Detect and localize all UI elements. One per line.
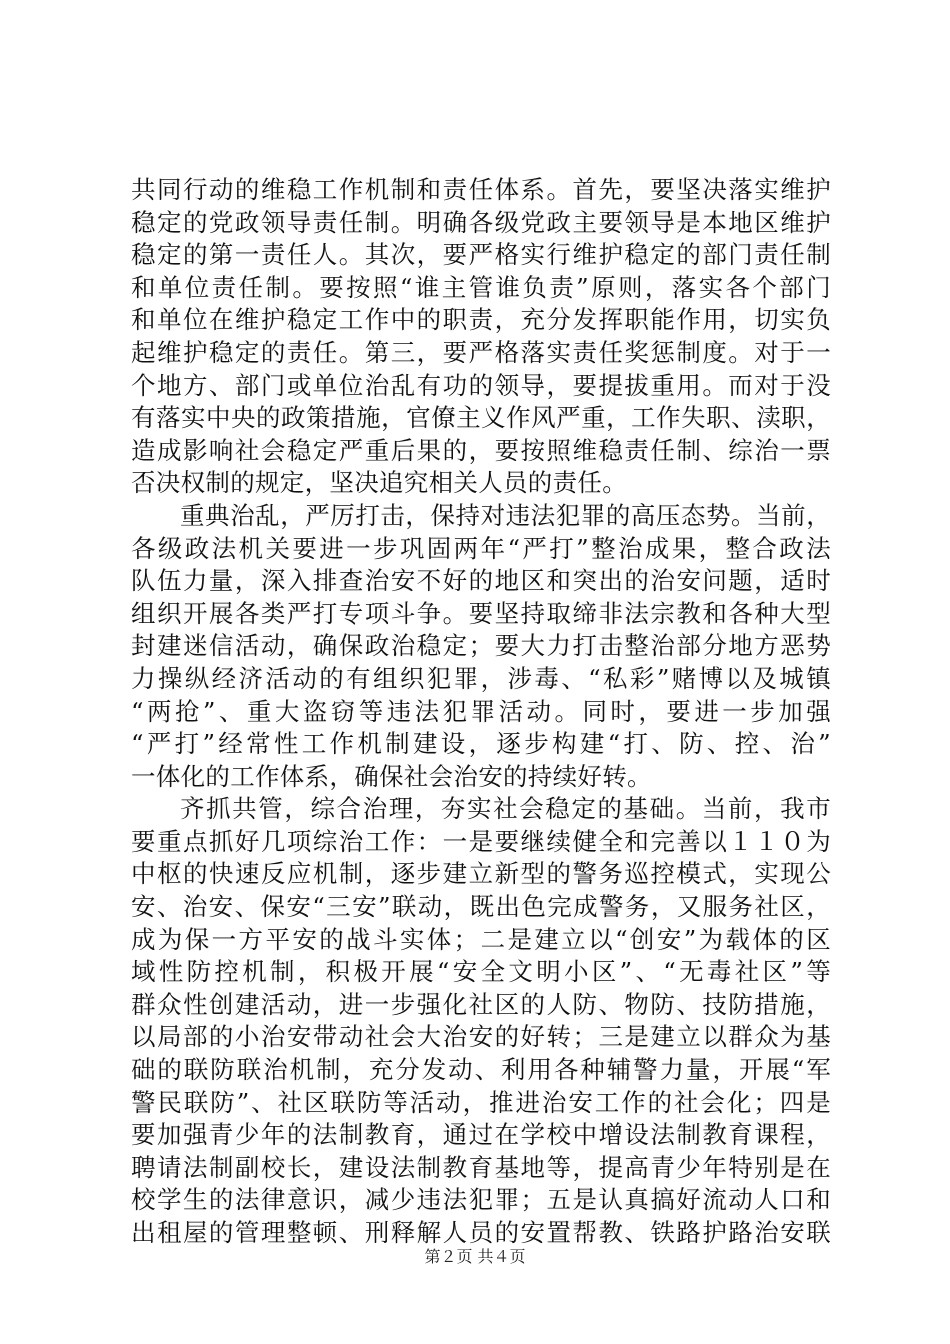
text-line: 聘请法制副校长，建设法制教育基地等，提高青少年特别是在 xyxy=(131,1152,831,1182)
body-text xyxy=(131,174,831,1250)
text-line: 否决权制的规定，坚决追究相关人员的责任。 xyxy=(131,468,627,498)
text-line: 起维护稳定的责任。第三，要严格落实责任奖惩制度。对于一 xyxy=(131,337,831,367)
paragraph-first-line: 齐抓共管，综合治理，夯实社会稳定的基础。当前，我市 xyxy=(180,794,831,824)
text-line: 警民联防”、社区联防等活动，推进治安工作的社会化；四是 xyxy=(131,1087,831,1117)
text-line: 有落实中央的政策措施，官僚主义作风严重，工作失职、渎职， xyxy=(131,403,831,433)
text-line: 域性防控机制，积极开展“安全文明小区”、“无毒社区”等 xyxy=(131,957,831,987)
text-line: 础的联防联治机制，充分发动、利用各种辅警力量，开展“军 xyxy=(131,1055,831,1085)
text-line: 一体化的工作体系，确保社会治安的持续好转。 xyxy=(131,761,652,791)
page-number-footer: 第２页 共４页 xyxy=(424,1247,526,1266)
text-line: 各级政法机关要进一步巩固两年“严打”整治成果，整合政法 xyxy=(131,533,831,563)
text-line: 和单位责任制。要按照“谁主管谁负责”原则，落实各个部门 xyxy=(131,272,831,302)
text-line: “两抢”、重大盗窃等违法犯罪活动。同时，要进一步加强 xyxy=(131,696,831,726)
text-line: 群众性创建活动，进一步强化社区的人防、物防、技防措施， xyxy=(131,989,831,1019)
text-line: 共同行动的维稳工作机制和责任体系。首先，要坚决落实维护 xyxy=(131,175,831,204)
text-line: 队伍力量，深入排查治安不好的地区和突出的治安问题，适时 xyxy=(131,566,831,596)
paragraph-first-line: 重典治乱，严厉打击，保持对违法犯罪的高压态势。当前， xyxy=(180,500,831,530)
text-line: 组织开展各类严打专项斗争。要坚持取缔非法宗教和各种大型 xyxy=(131,598,831,628)
text-line: 个地方、部门或单位治乱有功的领导，要提拔重用。而对于没 xyxy=(131,370,831,400)
text-line: 封建迷信活动，确保政治稳定；要大力打击整治部分地方恶势 xyxy=(131,631,831,661)
text-line: 稳定的党政领导责任制。明确各级党政主要领导是本地区维护 xyxy=(131,207,831,237)
text-line: 和单位在维护稳定工作中的职责，充分发挥职能作用，切实负 xyxy=(131,305,831,335)
text-line: “严打”经常性工作机制建设，逐步构建“打、防、控、治” xyxy=(131,729,831,759)
text-line: 安、治安、保安“三安”联动，既出色完成警务，又服务社区， xyxy=(131,892,831,922)
text-line: 力操纵经济活动的有组织犯罪，涉毒、“私彩”赌博以及城镇 xyxy=(131,663,831,693)
text-line: 造成影响社会稳定严重后果的，要按照维稳责任制、综治一票 xyxy=(131,435,831,465)
text-line: 中枢的快速反应机制，逐步建立新型的警务巡控模式，实现公 xyxy=(131,859,831,889)
text-line: 要加强青少年的法制教育，通过在学校中增设法制教育课程， xyxy=(131,1120,831,1150)
text-line: 出租屋的管理整顿、刑释解人员的安置帮教、铁路护路治安联 xyxy=(131,1218,831,1247)
text-line: 要重点抓好几项综治工作：一是要继续健全和完善以１１０为 xyxy=(131,826,831,856)
text-line: 以局部的小治安带动社会大治安的好转；三是建立以群众为基 xyxy=(131,1022,831,1052)
text-line: 成为保一方平安的战斗实体；二是建立以“创安”为载体的区 xyxy=(131,924,831,954)
text-line: 稳定的第一责任人。其次，要严格实行维护稳定的部门责任制 xyxy=(131,240,831,270)
text-line: 校学生的法律意识，减少违法犯罪；五是认真搞好流动人口和 xyxy=(131,1185,831,1215)
